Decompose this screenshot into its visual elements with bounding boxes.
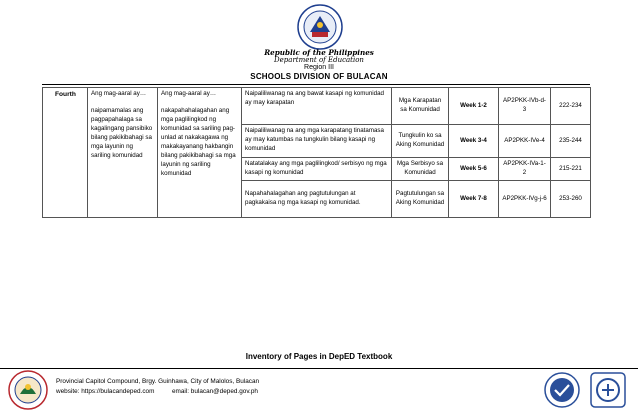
topic-cell: Tungkulin ko sa Aking Komunidad [392, 125, 449, 158]
week-cell: Week 7-8 [449, 181, 499, 218]
topic-cell: Pagtutulungan sa Aking Komunidad [392, 181, 449, 218]
footer-address: Provincial Capitol Compound, Brgy. Guinhawa, City of Malolos, Bulacan [56, 378, 260, 385]
table-row [43, 88, 591, 125]
footer-email: email: bulacan@deped.gov.ph [171, 387, 258, 395]
content-standard-head: Ang mag-aaral ay… [91, 90, 147, 97]
footer-contact [56, 387, 259, 397]
quality-mark-badge-icon [590, 372, 626, 408]
content-standard-body: naipamamalas ang pagpapahalaga sa kagalingang pansibiko bilang pakikibahagi sa mga layunin ng sariling komunidad [91, 106, 153, 159]
department-text: Department of Education [274, 56, 364, 64]
competency-cell: Naipaliliwanag na ang mga karapatang tinatamasa ay may katumbas na tungkulin bilang kasapi ng komunidad [242, 125, 392, 158]
week-cell: Week 5-6 [449, 158, 499, 181]
pages-cell: 253-260 [551, 181, 591, 218]
performance-standard-body: nakapahahalagahan ang mga paglilingkod ng komunidad sa sariling pag- unlad at nakakagawa ng makakayanang hakbangin bilang pakikibahagi sa mga layunin ng sariling komunidad [161, 106, 236, 177]
footer-divider [0, 368, 638, 369]
iso-certification-badge-icon [544, 372, 580, 408]
pages-cell: 215-221 [551, 158, 591, 181]
performance-standard-cell [158, 88, 242, 218]
competency-cell: Naipaliliwanag na ang bawat kasapi ng komunidad ay may karapatan [242, 88, 392, 125]
curriculum-table [42, 87, 591, 218]
week-cell: Week 3-4 [449, 125, 499, 158]
quarter-cell: Fourth [43, 88, 88, 218]
competency-cell: Natatalakay ang mga paglilingkod/ serbisyo ng mga kasapi ng komunidad [242, 158, 392, 181]
topic-cell: Mga Karapatan sa Komunidad [392, 88, 449, 125]
division-title: SCHOOLS DIVISION OF BULACAN [250, 72, 388, 81]
inventory-title: Inventory of Pages in DepED Textbook [245, 352, 393, 361]
topic-cell: Mga Serbisyo sa Komunidad [392, 158, 449, 181]
pages-cell: 222-234 [551, 88, 591, 125]
code-cell: AP2PKK-IVg-j-6 [499, 181, 551, 218]
pages-cell: 235-244 [551, 125, 591, 158]
week-cell: Week 1-2 [449, 88, 499, 125]
deped-seal-icon [297, 4, 343, 50]
code-cell: AP2PKK-IVb-d-3 [499, 88, 551, 125]
content-standard-cell [88, 88, 158, 218]
republic-text: Republic of the Philippines [264, 48, 374, 57]
iqnet-label: IQNet [555, 396, 569, 402]
code-cell: AP2PKK-IVe-4 [499, 125, 551, 158]
footer-website: website: https://bulacandeped.com [56, 387, 155, 395]
bulacan-seal-icon [8, 370, 48, 410]
performance-standard-head: Ang mag-aaral ay… [161, 90, 217, 97]
code-cell: AP2PKK-IVa-1-2 [499, 158, 551, 181]
header-divider [42, 84, 590, 85]
region-text: Region III [304, 64, 334, 71]
competency-cell: Napahahalagahan ang pagtutulungan at pagkakaisa ng mga kasapi ng komunidad. [242, 181, 392, 218]
footer-address-block [56, 377, 259, 396]
